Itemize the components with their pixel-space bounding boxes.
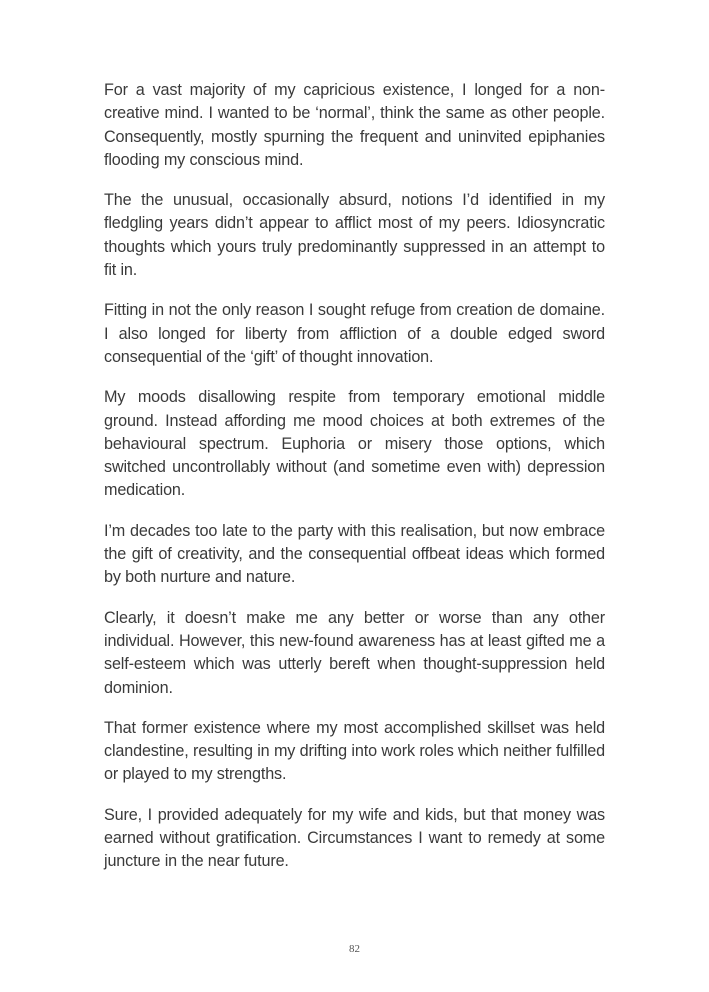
paragraph-1: For a vast majority of my capricious existence, I longed for a non-creative mind. I wanted to be ‘normal’, think the same as other people. Consequently, mostly spurning the frequent and uninvited epiphanies flooding my conscious mind. — [104, 81, 605, 169]
paragraph-7: That former existence where my most accomplished skillset was held clandestine, resulting in my drifting into work roles which neither fulfilled or played to my strengths. — [104, 718, 605, 784]
paragraph-2: The the unusual, occasionally absurd, notions I’d identified in my fledgling years didn’t appear to afflict most of my peers. Idiosyncratic thoughts which yours truly predominantly suppressed in an attempt to fit in. — [104, 191, 605, 280]
paragraph-3: Fitting in not the only reason I sought refuge from creation de domaine. I also longed for liberty from affliction of a double edged sword consequential of the ‘gift’ of thought innovation. — [104, 301, 605, 366]
page-number: 82 — [349, 943, 360, 955]
paragraph-6: Clearly, it doesn’t make me any better or worse than any other individual. However, this new-found awareness has at least gifted me a self-esteem which was utterly bereft when thought-suppression held dominion. — [104, 608, 605, 697]
paragraph-4: My moods disallowing respite from temporary emotional middle ground. Instead affording me mood choices at both extremes of the behavioural spectrum. Euphoria or misery those options, which switched uncontrollably without (and sometime even with) depression medication. — [104, 388, 605, 500]
paragraph-5: I’m decades too late to the party with this realisation, but now embrace the gift of creativity, and the consequential offbeat ideas which formed by both nurture and nature. — [104, 521, 605, 587]
paragraph-8: Sure, I provided adequately for my wife and kids, but that money was earned without gratification. Circumstances I want to remedy at some juncture in the near future. — [104, 805, 605, 871]
body-text — [104, 79, 605, 891]
